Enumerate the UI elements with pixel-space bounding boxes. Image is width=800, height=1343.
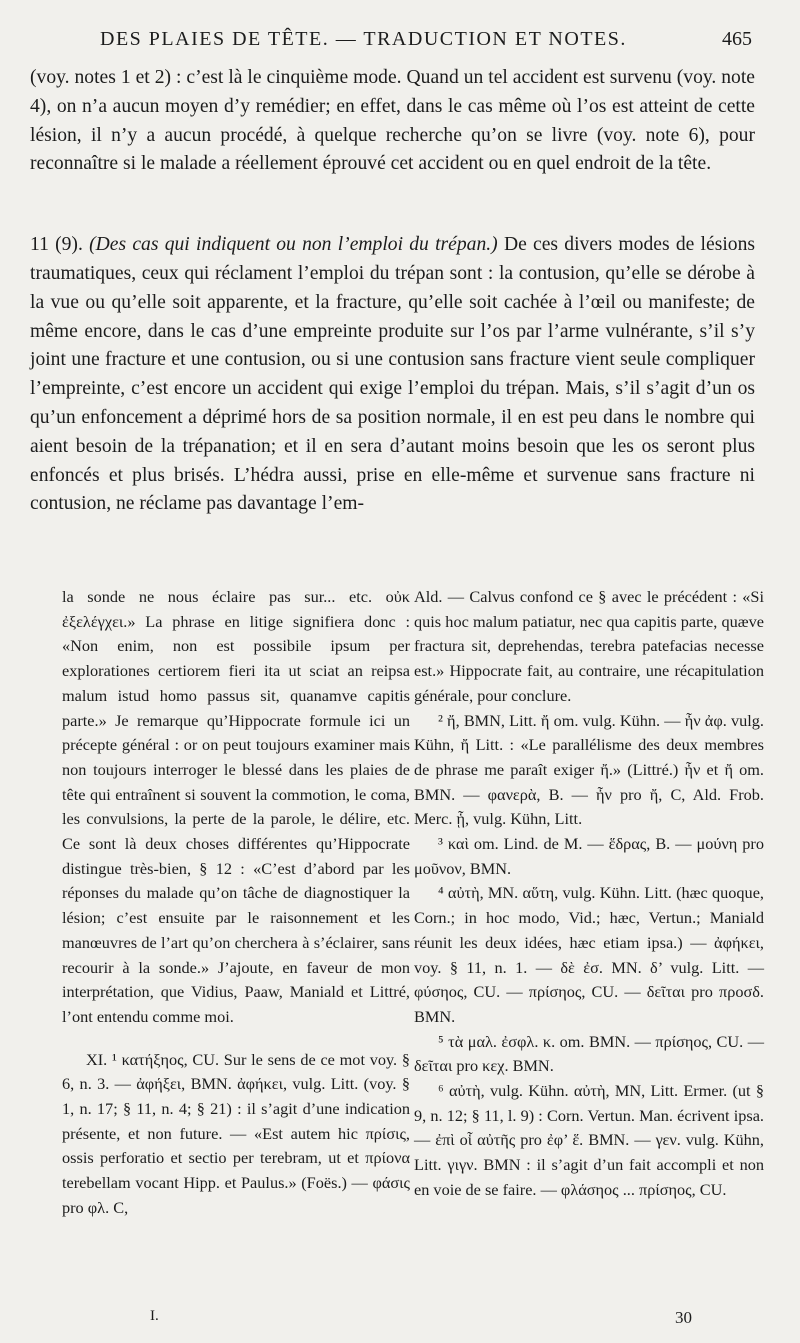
note-paragraph: ⁴ αὐτὴ, MN. αὕτη, vulg. Kühn. Litt. (hæc quoque, Corn.; in hoc modo, Vid.; hæc, Vertun.; Maniald réunit les deux idées, hæc etiam ipsa.) — ἀφήκει, voy. § 11, n. 1. — δὲ ἐσ. MN. δ’ vulg. Litt. — φύσηος, CU. — πρίσηος, CU. — δεῖται pro προσδ. BMN.	[414, 883, 764, 1026]
page-number: 465	[722, 28, 752, 50]
note-paragraph: Ald. — Calvus confond ce § avec le précédent : «Si quis hoc malum patiatur, nec qua capitis parte, quæve fractura sit, deprehendas, terebra patefacias necesse est.» Hippocrate fait, au contraire, une récapitulation générale, pour conclure.	[414, 587, 764, 705]
folio-number: 30	[675, 1308, 692, 1327]
signature-mark: I.	[150, 1308, 159, 1324]
note-paragraph: XI. ¹ κατήξηος, CU. Sur le sens de ce mot voy. § 6, n. 3. — ἀφήξει, BMN. ἀφήκει, vulg. Litt. (voy. § 1, n. 17; § 11, n. 4; § 21) : il s’agit d’une indication présente, et non future. — «Est autem hic πρίσις, ossis perforatio et sectio per terebram, ut et πρίονα terebellam vocant Hipp. et Paulus.» (Foës.) — φάσις pro φλ. C,	[62, 1049, 410, 1217]
running-header	[100, 28, 752, 58]
notes-right-column	[414, 585, 764, 1203]
paragraph-2	[30, 231, 755, 519]
paragraph-1: (voy. notes 1 et 2) : c’est là le cinquième mode. Quand un tel accident est survenu (voy. note 4), on n’a aucun moyen d’y remédier; en effet, dans le cas même où l’os est atteint de cette lésion, il n’y a aucun procédé, à quelque recherche qu’on se livre (voy. note 6), pour reconnaître si le malade a réellement éprouvé cet accident ou en quel endroit de la tête.	[30, 67, 755, 175]
section-number: 11 (9).	[30, 234, 83, 256]
note-paragraph: ⁵ τὰ μαλ. ἐσφλ. κ. om. BMN. — πρίσηος, CU. — δεῖται pro κεχ. BMN.	[414, 1031, 764, 1076]
running-title: DES PLAIES DE TÊTE. — TRADUCTION ET NOTES.	[100, 28, 627, 50]
note-paragraph: ³ καὶ om. Lind. de M. — ἕδρας, B. — μούνη pro μοῦνον, BMN.	[414, 834, 764, 878]
section-title: (Des cas qui indiquent ou non l’emploi du trépan.)	[89, 234, 498, 256]
note-paragraph: ² ἤ, BMN, Litt. ἤ om. vulg. Kühn. — ἦν ἀφ. vulg. Kühn, ἤ Litt. : «Le parallélisme des deux membres de phrase me paraît exiger ἤ.» (Littré.) ἦν et ἤ om. BMN. — φανερὰ, B. — ἦν pro ἤ, C, Ald. Frob. Merc. ᾗ, vulg. Kühn, Litt.	[414, 710, 764, 829]
note-paragraph: ⁶ αὐτὴ, vulg. Kühn. αὐτὴ, MN, Litt. Ermer. (ut § 9, n. 12; § 11, l. 9) : Corn. Vertun. Man. écrivent ipsa. — ἐπὶ οἷ αὐτῆς pro ἐφ’ ἕ. BMN. — γεν. vulg. Kühn, Litt. γιγν. BMN : il s’agit d’un fait accompli et non en voie de se faire. — φλάσηος ... πρίσηος, CU.	[414, 1081, 764, 1199]
section-body: De ces divers modes de lésions traumatiques, ceux qui réclament l’emploi du trépan sont : la contusion, qu’elle se dérobe à la vue ou qu’elle soit apparente, et la fracture, qu’elle soit cachée à l’œil ou manifeste; de même encore, dans le cas d’une empreinte produite sur l’os par l’arme vulnérante, s’il s’y joint une fracture et une contusion, ou si une contusion sans fracture vient seule compliquer l’empreinte, c’est encore un accident qui exige l’emploi du trépan. Mais, s’il s’agit d’un os qu’un enfoncement a déprimé hors de sa position normale, il en est peu dans le nombre qui aient besoin de la trépanation; et il en sera d’autant moins besoin que les os seront plus enfoncés et plus brisés. L’hédra aussi, prise en elle-même et survenue sans fracture ni contusion, ne réclame pas davantage l’em-	[30, 234, 755, 515]
note-paragraph: la sonde ne nous éclaire pas sur... etc. οὐκ ἐξελέγχει.» La phrase en litige signifiera donc : «Non enim, non est possibile ipsum per explorationes certiorem fieri ita ut sciat an reipsa malum istud homo passus sit, quanamve capitis parte.» Je remarque qu’Hippocrate formule ici un précepte général : or on peut toujours examiner mais non toujours interroger le blessé dans les plaies de tête qui entraînent si souvent la commotion, le coma, les convulsions, la perte de la parole, le délire, etc. Ce sont là deux choses différentes qu’Hippocrate distingue très-bien, § 12 : «C’est d’abord par les réponses du malade qu’on tâche de diagnostiquer la lésion; c’est ensuite par le raisonnement et les manœuvres de l’art qu’on cherchera à s’éclairer, sans recourir à la sonde.» J’ajoute, en faveur de mon interprétation, que Vidius, Paaw, Maniald et Littré, l’ont entendu comme moi.	[62, 587, 410, 1026]
page-footer	[0, 1308, 800, 1332]
main-text	[30, 64, 755, 519]
notes-left-column	[62, 585, 410, 1221]
